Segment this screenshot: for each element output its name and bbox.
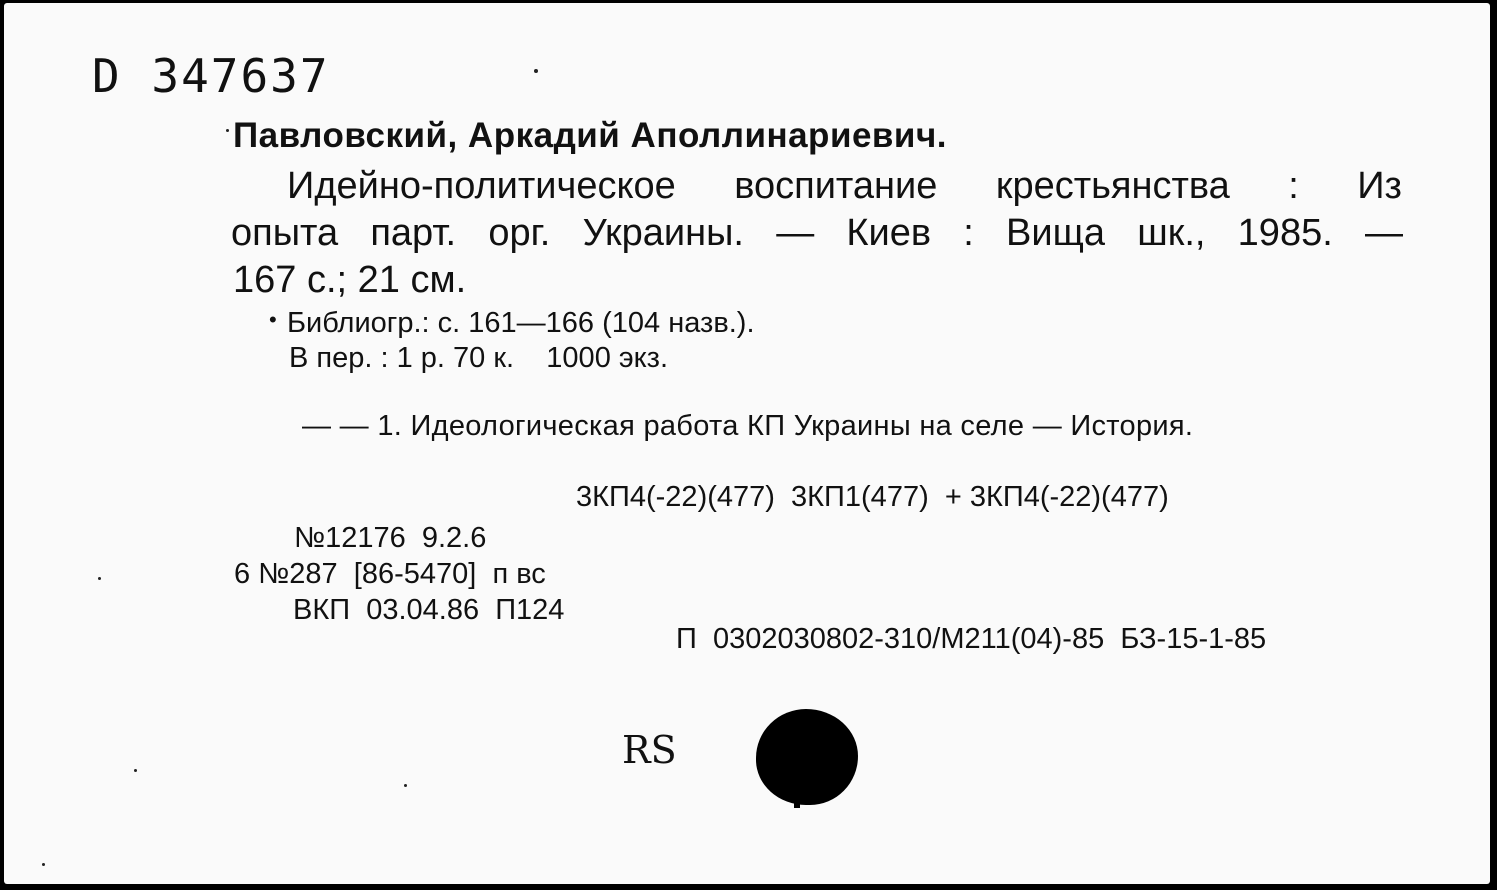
title-word: воспитание xyxy=(734,165,938,207)
dust-speck xyxy=(98,577,101,580)
title-word: — xyxy=(1364,212,1403,254)
title-line-1 xyxy=(287,167,1402,205)
call-number: D 347637 xyxy=(92,49,330,103)
registry-number-1: №12176 9.2.6 xyxy=(294,522,487,554)
title-word: Идейно-политическое xyxy=(287,165,676,207)
title-word: Из xyxy=(1357,165,1402,207)
ink-blot-tail xyxy=(794,798,800,808)
dust-speck xyxy=(534,69,538,73)
author-name: Павловский, Аркадий Аполлинариевич. xyxy=(233,116,947,155)
bibliography-note: Библиогр.: с. 161—166 (104 назв.). xyxy=(287,307,755,339)
registry-number-3: ВКП 03.04.86 П124 xyxy=(293,594,565,626)
bullet-mark: • xyxy=(269,307,277,332)
dust-speck xyxy=(404,784,407,787)
title-word: — xyxy=(776,212,815,254)
stamp-text: RS xyxy=(622,728,677,772)
title-word: крестьянства xyxy=(995,165,1230,207)
title-word: шк., xyxy=(1137,212,1206,254)
title-word: : xyxy=(1288,165,1299,207)
title-word: опыта xyxy=(231,212,339,254)
price-and-copies: В пер. : 1 р. 70 к. 1000 экз. xyxy=(289,342,669,374)
title-word: 1985. xyxy=(1237,212,1333,254)
physical-description: 167 с.; 21 см. xyxy=(233,259,467,301)
publisher-code: П 0302030802-310/М211(04)-85 БЗ-15-1-85 xyxy=(676,623,1267,655)
title-word: Вища xyxy=(1006,212,1106,254)
title-word: парт. xyxy=(370,212,457,254)
classification-codes: 3КП4(-22)(477) 3КП1(477) + 3КП4(-22)(477) xyxy=(576,481,1169,513)
catalog-card xyxy=(4,3,1490,884)
title-word: орг. xyxy=(488,212,551,254)
dust-speck xyxy=(226,129,229,132)
title-word: : xyxy=(963,212,974,254)
ink-blot xyxy=(756,709,858,805)
dust-speck xyxy=(134,769,137,772)
subject-heading: — — 1. Идеологическая работа КП Украины на селе — История. xyxy=(302,410,1194,442)
title-line-2 xyxy=(231,214,1403,252)
title-word: Украины. xyxy=(582,212,744,254)
title-word: Киев xyxy=(846,212,932,254)
registry-number-2: 6 №287 [86-5470] п вс xyxy=(234,558,546,590)
dust-speck xyxy=(42,863,45,866)
